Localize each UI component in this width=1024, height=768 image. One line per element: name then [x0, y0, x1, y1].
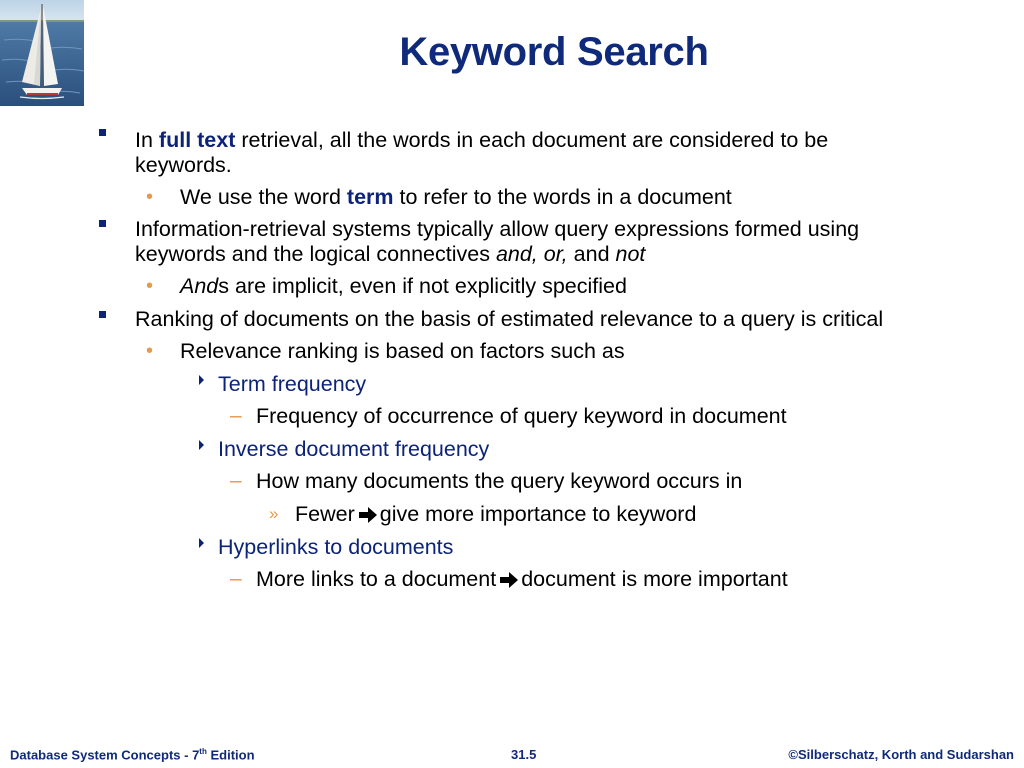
- bullet-full-text-continuation: keywords.: [135, 153, 232, 177]
- dot-bullet-icon: •: [146, 186, 154, 208]
- text-and-or: and, or,: [495, 242, 568, 266]
- triangle-bullet-icon: [199, 440, 204, 450]
- text-fewer: Fewer: [295, 502, 355, 526]
- text-and-italic: And: [180, 274, 219, 298]
- sub-bullet-term: [180, 184, 732, 210]
- dot-bullet-icon: •: [146, 340, 154, 362]
- footer-book-title: [10, 747, 255, 762]
- text-and: and: [573, 242, 610, 266]
- detail-more-links: [256, 566, 788, 592]
- bullet-full-text: [135, 127, 828, 153]
- detail-fewer: [295, 501, 696, 527]
- item-term-frequency: Term frequency: [218, 372, 367, 396]
- square-bullet-icon: [99, 311, 106, 318]
- sub-bullet-ands: [180, 273, 627, 299]
- dot-bullet-icon: •: [146, 275, 154, 297]
- square-bullet-icon: [99, 129, 106, 136]
- detail-frequency: Frequency of occurrence of query keyword in document: [256, 404, 787, 428]
- text-more-links: More links to a document: [256, 567, 497, 591]
- bullet-ir-systems-continuation: [135, 241, 645, 267]
- text-give-more: give more importance to keyword: [379, 502, 697, 526]
- bullet-ir-systems: Information-retrieval systems typically allow query expressions formed using: [135, 217, 860, 241]
- dash-bullet-icon: –: [230, 469, 242, 492]
- item-hyperlinks: Hyperlinks to documents: [218, 535, 454, 559]
- footer-title-sup: th: [199, 747, 207, 756]
- right-arrow-icon: [499, 571, 519, 589]
- slide-title: Keyword Search: [399, 30, 709, 74]
- guillemet-bullet-icon: »: [269, 504, 279, 523]
- bullet-ranking: Ranking of documents on the basis of estimated relevance to a query is critical: [135, 307, 884, 331]
- detail-how-many: How many documents the query keyword occurs in: [256, 469, 743, 493]
- text-in: In: [135, 128, 153, 152]
- term-keyword: term: [346, 185, 394, 209]
- item-inverse-document-frequency: Inverse document frequency: [218, 437, 490, 461]
- footer-title-text: Database System Concepts - 7: [10, 747, 200, 763]
- footer-page-number: 31.5: [511, 747, 537, 762]
- text-more-important: document is more important: [521, 567, 788, 591]
- triangle-bullet-icon: [199, 375, 204, 385]
- footer-copyright: ©Silberschatz, Korth and Sudarshan: [788, 747, 1014, 762]
- dash-bullet-icon: –: [230, 404, 242, 427]
- text-retrieval: retrieval, all the words in each document are considered to be: [241, 128, 829, 152]
- footer-title-edition: Edition: [210, 747, 255, 763]
- triangle-bullet-icon: [199, 538, 204, 548]
- square-bullet-icon: [99, 220, 106, 227]
- text-connectives: keywords and the logical connectives: [135, 242, 490, 266]
- text-not: not: [615, 242, 646, 266]
- right-arrow-icon: [358, 506, 378, 524]
- sub-bullet-relevance: Relevance ranking is based on factors such as: [180, 339, 625, 363]
- text-we-use: We use the word: [180, 185, 341, 209]
- dash-bullet-icon: –: [230, 567, 242, 590]
- text-refer: to refer to the words in a document: [399, 185, 732, 209]
- text-implicit: s are implicit, even if not explicitly specified: [218, 274, 627, 298]
- term-full-text: full text: [158, 128, 236, 152]
